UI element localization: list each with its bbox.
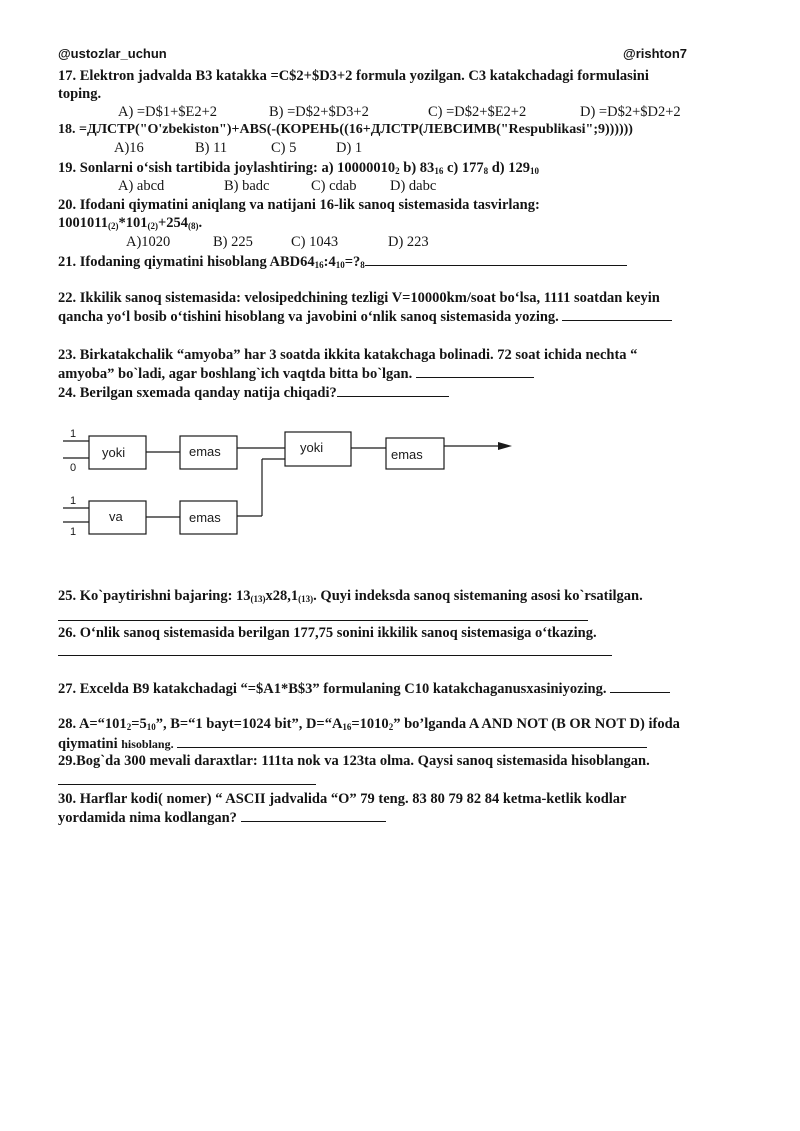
q17-text-line1: 17. Elektron jadvalda B3 katakka =C$2+$D3+2 formula yozilgan. C3 katakchadagi formulasini [58,68,649,84]
input-label-1: 1 [70,428,77,440]
q18-option-a: A)16 [114,140,144,156]
gate-not-3-label: emas [189,510,221,525]
q28-text-line1: 28. $A=“101_2=5_{10}$”, B=“1 bayt=1024 bit”, $D=“A_{16}=1010_2$” bo’lganda A AND NOT (B OR NOT D) ifoda [58,716,680,732]
q20-option-d: D) 223 [388,234,429,250]
q30-answer-blank[interactable] [241,808,386,822]
q19-option-a: A) abcd [118,178,165,194]
q23-text-line1: 23. Birkatakchalik “amyoba” har 3 soatda ikkita katakchaga bolinadi. 72 soat ichida nechta “ [58,347,638,363]
gate-and-1-label: va [109,509,123,524]
q18-option-c: C) 5 [271,140,297,156]
q20-expression: $1001011_{(2)}*101_{(2)}+254_{(8)}$. [58,215,203,231]
q19-text: 19. Sonlarni o‘sish tartibida joylashtiring: a) $10000010_2$ b) $83_{16}$ c) $177_8$ d) $129_{10}$ [58,160,539,176]
q21-text: 21. Ifodaning qiymatini hisoblang $ABD64_{16}:4_{10}=?_8$ [58,252,627,271]
q24-text: 24. Berilgan sxemada qanday natija chiqadi? [58,383,449,402]
q27-answer-blank[interactable] [610,679,670,693]
gate-not-2-label: emas [391,447,423,462]
q25-answer-blank[interactable] [58,620,588,621]
q18-option-d: D) 1 [336,140,363,156]
q25-text: 25. Ko`paytirishni bajaring: $13_{(13)}x28,1_{(13)}$. Quyi indeksda sanoq sistemaning asosi ko`rsatilgan. [58,588,643,604]
q28-answer-blank[interactable] [177,734,647,748]
q28-text-line2: qiymatini hisoblang. [58,734,647,753]
gate-or-2-label: yoki [300,440,324,455]
header-left-handle: @ustozlar_uchun [58,46,167,61]
q26-text: 26. O‘nlik sanoq sistemasida berilgan 177,75 sonini ikkilik sanoq sistemasiga o‘tkazing. [58,625,597,641]
input-label-3: 1 [70,495,77,507]
q19-option-b: B) badc [224,178,270,194]
q17-option-c: C) =D$2+$E2+2 [428,104,527,120]
q20-option-a: A)1020 [126,234,171,250]
gate-not-1-label: emas [189,444,221,459]
q17-text-line2: toping. [58,86,102,102]
q18-option-b: B) 11 [195,140,228,156]
q20-text: 20. Ifodani qiymatini aniqlang va natijani 16-lik sanoq sistemasida tasvirlang: [58,197,540,213]
q26-answer-blank[interactable] [58,655,612,656]
output-arrow [498,442,512,450]
q30-text-line1: 30. Harflar kodi( nomer) “ ASCII jadvalida “O” 79 teng. 83 80 79 82 84 ketma-ketlik kodlar [58,791,627,807]
q23-text-line2: amyoba” bo`ladi, agar boshlang`ich vaqtda bitta bo`lgan. [58,364,534,383]
q19-option-c: C) cdab [311,178,357,194]
q22-text-line2: qancha yo‘l bosib o‘tishini hisoblang va javobini o‘nlik sanoq sistemasida yozing. [58,307,672,326]
input-label-2: 0 [70,462,77,474]
input-label-4: 1 [70,526,77,538]
q18-text: 18. =ДЛСТР("O'zbekiston")+ABS(-(КОРЕНЬ((16+ДЛСТР(ЛЕВСИМВ("Respublikasi";9)))))) [58,122,633,137]
q17-option-b: B) =D$2+$D3+2 [269,104,369,120]
gate-or-1-label: yoki [102,445,126,460]
q20-option-b: B) 225 [213,234,253,250]
q17-option-d: D) =D$2+$D2+2 [580,104,681,120]
q22-text-line1: 22. Ikkilik sanoq sistemasida: velosipedchining tezligi V=10000km/soat bo‘lsa, 1111 soatdan keyin [58,290,660,306]
q20-option-c: C) 1043 [291,234,339,250]
q19-option-d: D) dabc [390,178,437,194]
q17-option-a: A) =D$1+$E2+2 [118,104,218,120]
header-right-handle: @rishton7 [623,46,687,61]
q27-text: 27. Excelda B9 katakchadagi “=$A1*B$3” formulaning C10 katakchaganusxasiniyozing. [58,679,670,698]
logic-circuit-diagram [0,0,800,560]
q30-text-line2: yordamida nima kodlangan? [58,808,386,827]
q29-answer-blank[interactable] [58,784,316,785]
q29-text: 29.Bog`da 300 mevali daraxtlar: 111ta nok va 123ta olma. Qaysi sanoq sistemasida hisoblangan. [58,753,650,769]
